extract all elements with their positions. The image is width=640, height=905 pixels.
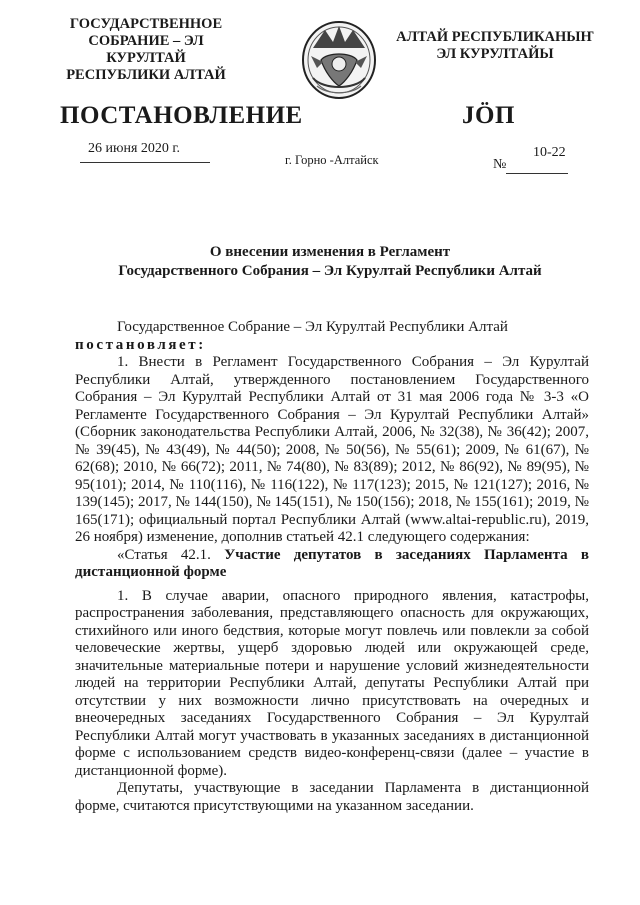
document-body [75, 319, 589, 815]
article-heading [75, 547, 589, 582]
article-title: Участие депутатов в заседаниях Парламента в дистанционной форме [75, 546, 590, 580]
number-underline [506, 173, 568, 174]
document-title [80, 243, 580, 281]
item-1-paragraph: 1. Внести в Регламент Государственного Собрания – Эл Курултай Республики Алтай, утвержденного постановлением Государственного Собрания – Эл Курултай Республики Алтай от 31 мая 2006 года № 3-3 «О Регламенте Государственного Собрания – Эл Курултай Республики Алтай» (Сборник законодательства Республики Алтай, 2006, № 32(38), № 36(42); 2007, № 39(45), № 43(49), № 44(50); 2008, № 50(56), № 55(61); 2009, № 61(67), № 62(68); 2010, № 66(72); 2011, № 74(80), № 83(89); 2012, № 86(92), № 89(95), № 95(101); 2014, № 110(116), № 116(122), № 117(123); 2015, № 121(127); 2016, № 139(145); 2017, № 144(150), № 145(151), № 150(156); 2018, № 155(161); 2019, № 165(171); официальный портал Республики Алтай (www.altai-republic.ru), 2019, 26 ноября) изменение, дополнив статьей 42.1 следующего содержания: [75, 354, 589, 545]
issuer-line: АЛТАЙ РЕСПУБЛИКАНЫҤ [396, 29, 594, 45]
article-paragraph-1: 1. В случае аварии, опасного природного явления, катастрофы, распространения заболевания, представляющего опасность для окружающих, стихийного или иного бедствия, которые могут повлечь или повлекли за собой человеческие жертвы, ущерб здоровью людей или окружающей среде, значительные материальные потери и нарушение условий жизнедеятельности людей на территории Республики Алтай, депутаты Республики Алтай при отсутствии у них возможности лично присутствовать на очередных и внеочередных заседаниях Государственного Собрания – Эл Курултай Республики Алтай могут участвовать в указанных заседаниях в дистанционной форме с использованием средств видео-конференц-связи (далее – участие в дистанционной форме). [75, 587, 589, 779]
issuer-name-altai [392, 29, 598, 63]
issuer-name-russian [48, 16, 244, 84]
document-number: 10-22 [533, 145, 566, 160]
decree-word: постановляет: [75, 336, 206, 353]
title-line: Государственного Собрания – Эл Курултай Республики Алтай [118, 263, 542, 279]
date-underline [80, 162, 210, 163]
article-paragraph-2: Депутаты, участвующие в заседании Парламента в дистанционной форме, считаются присутствующими на указанном заседании. [75, 780, 589, 814]
number-label: № [493, 157, 507, 172]
document-city: г. Горно -Алтайск [285, 153, 379, 167]
title-line: О внесении изменения в Регламент [209, 244, 451, 260]
intro-paragraph: Государственное Собрание – Эл Курултай Республики Алтай [117, 319, 508, 335]
altai-republic-emblem-icon [299, 16, 379, 100]
issuer-line: ЭЛ КУРУЛТАЙЫ [436, 46, 554, 62]
document-type-altai: JӦП [462, 102, 515, 129]
issuer-line: СОБРАНИЕ – ЭЛ КУРУЛТАЙ [88, 33, 204, 66]
issuer-line: ГОСУДАРСТВЕННОЕ [69, 16, 223, 32]
article-prefix: «Статья 42.1. [117, 546, 211, 563]
issuer-line: РЕСПУБЛИКИ АЛТАЙ [66, 67, 226, 83]
document-date: 26 июня 2020 г. [88, 141, 181, 156]
document-type-russian: ПОСТАНОВЛЕНИЕ [60, 102, 303, 129]
